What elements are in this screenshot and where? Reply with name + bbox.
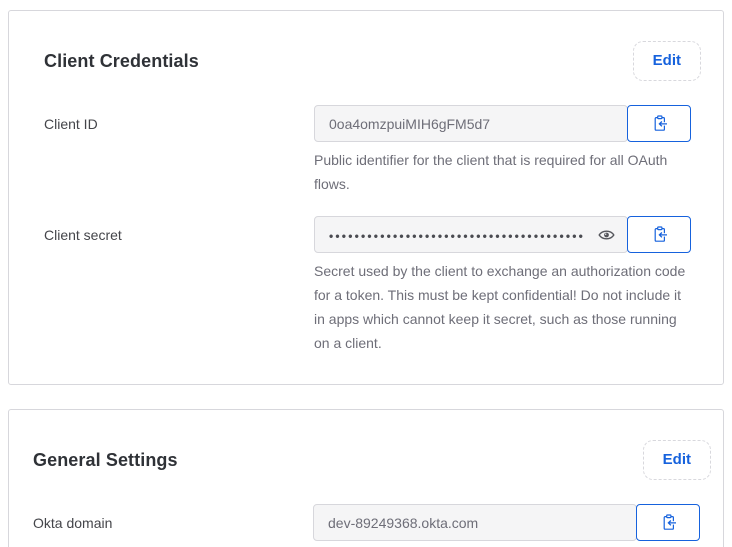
general-settings-edit-outline <box>643 440 711 480</box>
copy-to-clipboard-icon <box>651 226 668 243</box>
client-id-row <box>44 105 689 196</box>
client-credentials-edit-button[interactable]: Edit <box>652 52 681 69</box>
okta-domain-value: dev-89249368.okta.com <box>328 514 479 531</box>
client-id-label: Client ID <box>44 116 98 132</box>
okta-domain-label: Okta domain <box>33 515 113 531</box>
client-secret-field-group <box>314 216 691 253</box>
client-secret-masked-value: •••••••••••••••••••••••••••••••••••••••• <box>329 228 586 243</box>
general-settings-title: General Settings <box>33 449 178 470</box>
okta-domain-field-group <box>313 504 700 541</box>
client-secret-description: Secret used by the client to exchange an authorization code for a token. This must be kept confidential! Do not include it in apps which cannot keep it secret, such as those running on a client. <box>314 263 686 351</box>
client-id-value-column <box>314 105 691 196</box>
copy-client-id-button[interactable] <box>627 105 691 142</box>
copy-okta-domain-button[interactable] <box>636 504 700 541</box>
copy-to-clipboard-icon <box>660 514 677 531</box>
general-settings-panel <box>8 409 724 547</box>
general-settings-header <box>33 438 699 482</box>
client-id-description: Public identifier for the client that is required for all OAuth flows. <box>314 152 668 192</box>
client-credentials-header <box>44 39 689 83</box>
client-credentials-edit-outline <box>633 41 701 81</box>
client-id-field-group <box>314 105 691 142</box>
okta-domain-field[interactable] <box>313 504 637 541</box>
general-settings-edit-button[interactable]: Edit <box>662 451 691 468</box>
copy-client-secret-button[interactable] <box>627 216 691 253</box>
toggle-secret-visibility-button[interactable] <box>596 226 617 243</box>
copy-to-clipboard-icon <box>651 115 668 132</box>
client-id-field[interactable] <box>314 105 628 142</box>
client-credentials-panel <box>8 10 724 385</box>
client-credentials-title: Client Credentials <box>44 50 199 71</box>
client-secret-value-column <box>314 216 691 355</box>
okta-domain-value-column <box>313 504 700 541</box>
client-id-value: 0oa4omzpuiMIH6gFM5d7 <box>329 115 491 132</box>
okta-domain-row <box>33 504 699 541</box>
client-secret-row <box>44 216 689 355</box>
show-secret-eye-icon <box>598 228 615 241</box>
client-secret-field[interactable] <box>314 216 628 253</box>
client-secret-label: Client secret <box>44 227 122 243</box>
